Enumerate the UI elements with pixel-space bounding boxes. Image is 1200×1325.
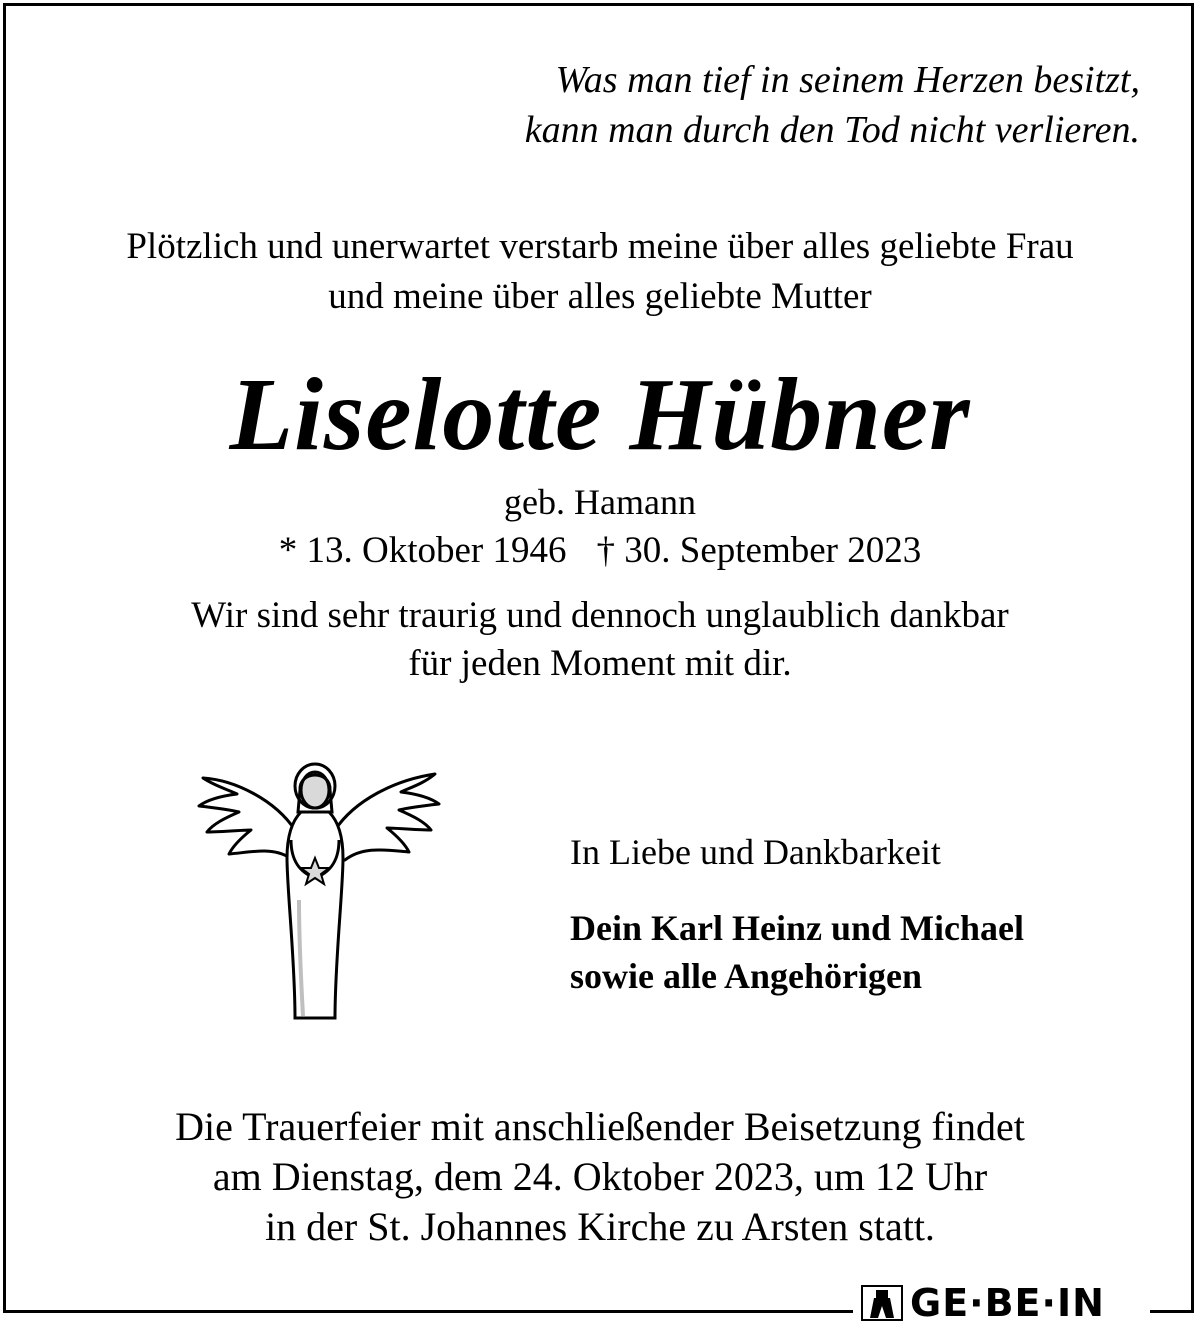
border-bottom-left (3, 1310, 853, 1313)
intro-line-1: Plötzlich und unerwartet verstarb meine über alles geliebte Frau (126, 226, 1074, 267)
signer-line-1: Dein Karl Heinz und Michael (570, 908, 1024, 948)
gratitude-line-1: Wir sind sehr traurig und dennoch unglaublich dankbar (191, 595, 1009, 636)
death-date: † 30. September 2023 (596, 530, 922, 571)
intro-text (0, 222, 1200, 322)
memorial-quote (525, 55, 1140, 155)
intro-line-2: und meine über alles geliebte Mutter (328, 276, 872, 317)
gebein-logo-text: GE·BE·IN (910, 1281, 1105, 1325)
service-line-1: Die Trauerfeier mit anschließender Beisetzung findet (175, 1104, 1025, 1149)
maiden-name: geb. Hamann (504, 482, 696, 522)
gebein-logo (860, 1283, 1105, 1323)
gratitude-text (0, 592, 1200, 688)
quote-line-2: kann man durch den Tod nicht verlieren. (524, 109, 1140, 151)
border-bottom-right (1150, 1310, 1194, 1313)
signers (570, 904, 1024, 1000)
quote-line-1: Was man tief in seinem Herzen besitzt, (555, 59, 1140, 101)
deceased-name: Liselotte Hübner (229, 357, 971, 472)
birth-date: * 13. Oktober 1946 (278, 530, 567, 571)
funeral-service-info (0, 1102, 1200, 1252)
signer-line-2: sowie alle Angehörigen (570, 956, 922, 996)
gratitude-line-2: für jeden Moment mit dir. (408, 643, 792, 684)
closing-phrase: In Liebe und Dankbarkeit (570, 832, 941, 872)
angel-icon (195, 760, 445, 1025)
service-line-2: am Dienstag, dem 24. Oktober 2023, um 12 Uhr (212, 1154, 988, 1199)
gebein-logo-icon (860, 1284, 904, 1322)
life-dates (0, 526, 1200, 576)
service-line-3: in der St. Johannes Kirche zu Arsten statt. (265, 1204, 935, 1249)
